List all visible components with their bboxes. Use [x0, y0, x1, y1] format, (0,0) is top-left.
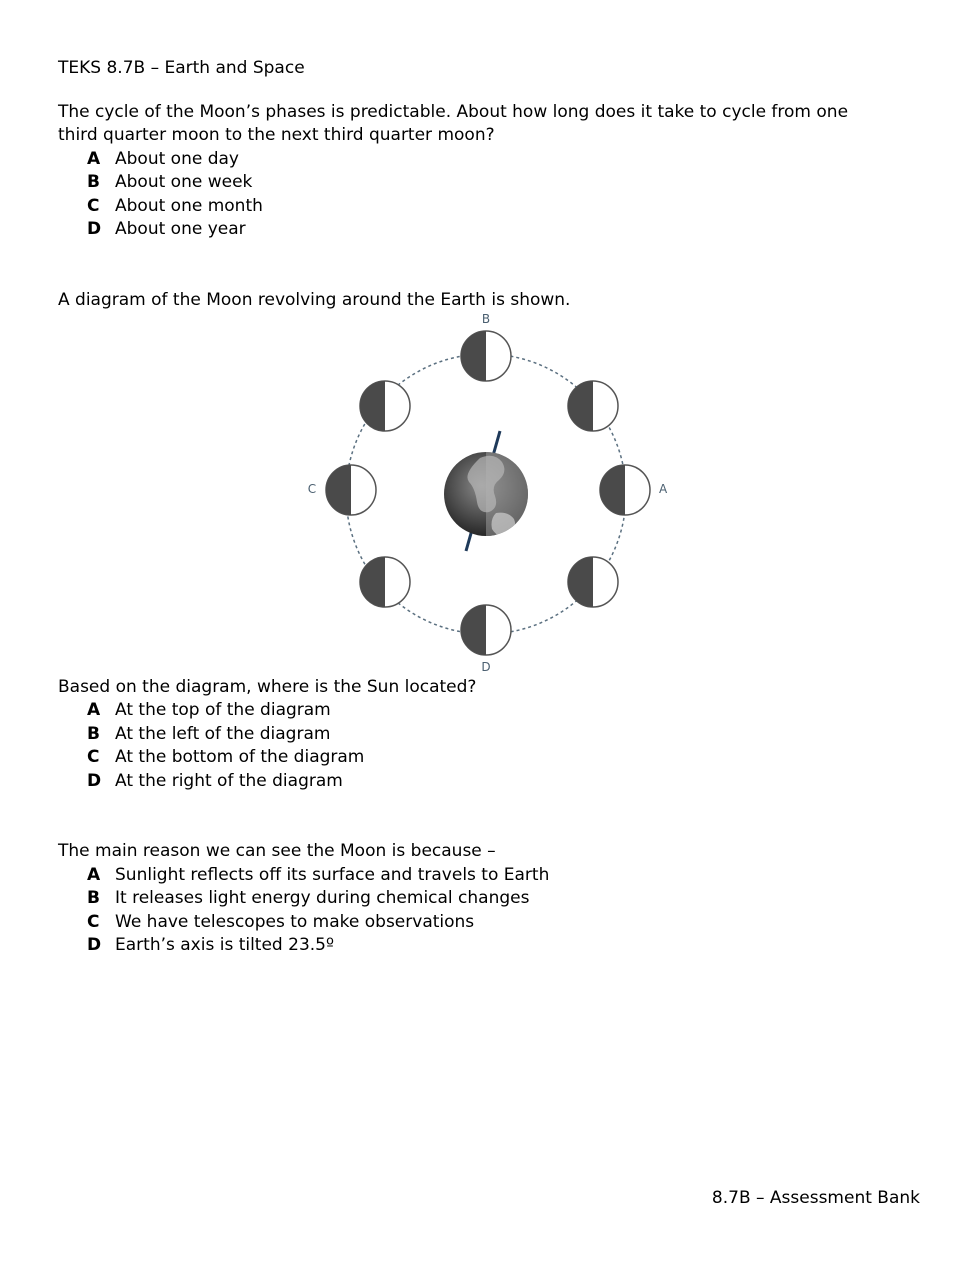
- option-text: Sunlight reflects off its surface and travels to Earth: [115, 865, 550, 885]
- moon-icon-bottom-right: [568, 557, 618, 607]
- diagram-label-bottom: D: [481, 660, 491, 674]
- q3-option-a[interactable]: [87, 864, 549, 887]
- q1-stem-line2: third quarter moon to the next third quarter moon?: [58, 125, 495, 145]
- option-text: About one month: [115, 196, 263, 216]
- option-letter: A: [87, 865, 101, 885]
- option-text: At the bottom of the diagram: [115, 747, 365, 767]
- option-text: About one day: [115, 149, 239, 169]
- moon-icon-right: [600, 465, 650, 515]
- option-letter: A: [87, 149, 101, 169]
- option-letter: D: [87, 219, 102, 239]
- diagram-label-left: C: [307, 482, 317, 496]
- diagram-label-right: A: [659, 482, 668, 496]
- q3-option-c[interactable]: [87, 911, 474, 934]
- page-title: TEKS 8.7B – Earth and Space: [58, 58, 305, 78]
- option-text: At the left of the diagram: [115, 724, 331, 744]
- option-letter: B: [87, 172, 100, 192]
- page-footer: 8.7B – Assessment Bank: [711, 1188, 920, 1208]
- option-text: Earth’s axis is tilted 23.5º: [115, 935, 334, 955]
- moon-icon-bottom: [461, 605, 511, 655]
- moon-icon-top-left: [360, 381, 410, 431]
- option-letter: A: [87, 700, 101, 720]
- q2-stem: Based on the diagram, where is the Sun located?: [58, 677, 477, 697]
- q3-stem: The main reason we can see the Moon is because –: [58, 841, 496, 861]
- option-text: We have telescopes to make observations: [115, 912, 475, 932]
- option-letter: C: [87, 912, 100, 932]
- q2-option-c[interactable]: [87, 746, 364, 769]
- moon-icon-left: [326, 465, 376, 515]
- option-letter: C: [87, 196, 100, 216]
- q1-option-d[interactable]: [87, 218, 246, 241]
- diagram-label-top: B: [481, 312, 491, 326]
- earth-icon: [444, 448, 536, 543]
- option-letter: C: [87, 747, 100, 767]
- option-letter: B: [87, 724, 100, 744]
- q2-option-a[interactable]: [87, 699, 331, 722]
- moon-orbit-diagram: [300, 308, 680, 678]
- option-text: At the top of the diagram: [115, 700, 331, 720]
- moon-icon-top-right: [568, 381, 618, 431]
- q2-option-b[interactable]: [87, 723, 330, 746]
- option-text: About one year: [115, 219, 246, 239]
- q3-option-b[interactable]: [87, 887, 529, 910]
- option-text: About one week: [115, 172, 253, 192]
- q2-option-d[interactable]: [87, 770, 343, 793]
- option-text: It releases light energy during chemical changes: [115, 888, 530, 908]
- moon-icon-top: [461, 331, 511, 381]
- q3-option-d[interactable]: [87, 934, 334, 957]
- q1-option-b[interactable]: [87, 171, 252, 194]
- q2-intro: A diagram of the Moon revolving around the Earth is shown.: [58, 290, 571, 310]
- moon-icon-bottom-left: [360, 557, 410, 607]
- option-text: At the right of the diagram: [115, 771, 343, 791]
- q1-option-a[interactable]: [87, 148, 239, 171]
- q1-option-c[interactable]: [87, 195, 263, 218]
- option-letter: D: [87, 935, 102, 955]
- option-letter: B: [87, 888, 100, 908]
- q1-stem-line1: The cycle of the Moon’s phases is predictable. About how long does it take to cycle from one: [58, 102, 849, 122]
- option-letter: D: [87, 771, 102, 791]
